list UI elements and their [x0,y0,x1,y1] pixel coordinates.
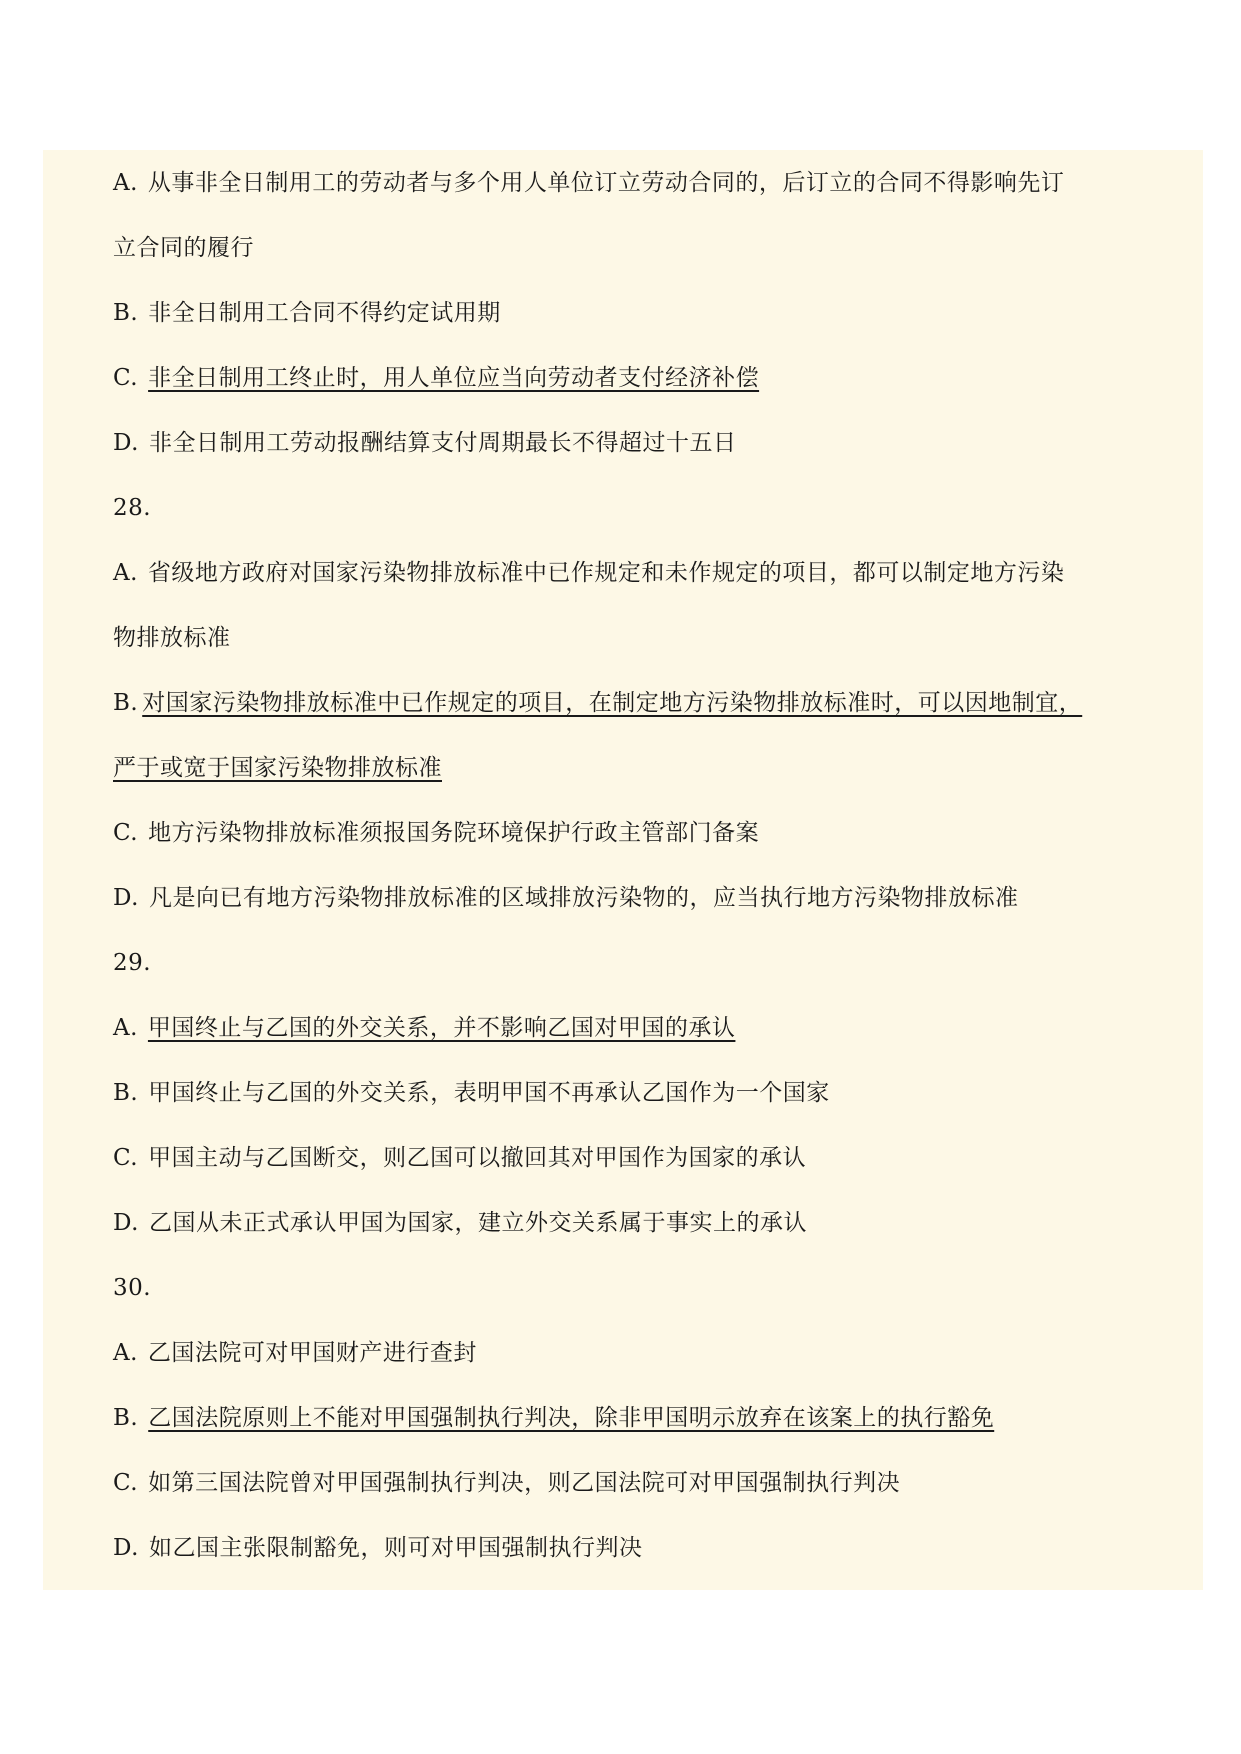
q29-option-d-text: 乙国从未正式承认甲国为国家，建立外交关系属于事实上的承认 [148,1210,807,1236]
option-label-d: D. [113,1210,139,1236]
option-label-c: C. [113,1145,139,1171]
option-label-c: C. [113,365,139,391]
q28-option-c-text: 地方污染物排放标准须报国务院环境保护行政主管部门备案 [148,820,760,846]
q28-option-b-text-correct-cont: 严于或宽于国家污染物排放标准 [113,755,442,781]
q27-option-d [113,429,736,457]
q30-option-b [113,1404,1004,1432]
q28-option-b-line2 [113,754,452,782]
option-label-b: B. [113,690,139,716]
q29-number: 29. [113,950,152,976]
option-label-a: A. [113,560,138,586]
q30-option-a-text: 乙国法院可对甲国财产进行查封 [147,1340,477,1366]
option-label-c: C. [113,1470,139,1496]
q30-option-d [113,1534,642,1562]
q29-option-d [113,1209,807,1237]
option-label-d: D. [113,885,139,911]
q28-option-a-line2: 物排放标准 [113,625,231,651]
option-label-a: A. [113,1015,138,1041]
q29-option-c-text: 甲国主动与乙国断交，则乙国可以撤回其对甲国作为国家的承认 [148,1145,807,1171]
q27-option-c-text-correct: 非全日制用工终止时，用人单位应当向劳动者支付经济补偿 [148,365,760,391]
q27-option-c [113,364,769,392]
q30-option-a [113,1339,477,1367]
q30-option-b-text-correct: 乙国法院原则上不能对甲国强制执行判决，除非甲国明示放弃在该案上的执行豁免 [148,1405,995,1431]
q28-option-d-text: 凡是向已有地方污染物排放标准的区域排放污染物的，应当执行地方污染物排放标准 [148,885,1019,911]
q30-option-c [113,1469,900,1497]
q28-option-a-text: 省级地方政府对国家污染物排放标准中已作规定和未作规定的项目，都可以制定地方污染 [147,560,1065,586]
q30-option-c-text: 如第三国法院曾对甲国强制执行判决，则乙国法院可对甲国强制执行判决 [148,1470,901,1496]
q29-option-a-text-correct: 甲国终止与乙国的外交关系，并不影响乙国对甲国的承认 [147,1015,736,1041]
q29-option-c [113,1144,806,1172]
q28-option-c [113,819,759,847]
q28-number: 28. [113,495,152,521]
option-label-a: A. [113,1340,138,1366]
q29-option-b-text: 甲国终止与乙国的外交关系，表明甲国不再承认乙国作为一个国家 [148,1080,830,1106]
q29-option-a [113,1014,745,1042]
option-label-d: D. [113,1535,139,1561]
option-label-c: C. [113,820,139,846]
option-label-d: D. [113,430,139,456]
q27-option-a-line2: 立合同的履行 [113,235,254,261]
option-label-b: B. [113,1080,139,1106]
q29-option-b [113,1079,830,1107]
q27-option-a-line1 [113,169,1064,197]
q28-option-d [113,884,1018,912]
q27-option-b-text: 非全日制用工合同不得约定试用期 [148,300,501,326]
q27-option-a-text: 从事非全日制用工的劳动者与多个用人单位订立劳动合同的，后订立的合同不得影响先订 [147,170,1065,196]
q30-number: 30. [113,1275,152,1301]
option-label-a: A. [113,170,138,196]
q28-option-b-line1 [113,689,1082,717]
option-label-b: B. [113,1405,139,1431]
q28-option-b-text-correct: 对国家污染物排放标准中已作规定的项目，在制定地方污染物排放标准时，可以因地制宜， [142,690,1083,716]
option-label-b: B. [113,300,139,326]
q27-option-b [113,299,501,327]
q27-option-d-text: 非全日制用工劳动报酬结算支付周期最长不得超过十五日 [148,430,737,456]
q28-option-a-line1 [113,559,1064,587]
q30-option-d-text: 如乙国主张限制豁免，则可对甲国强制执行判决 [148,1535,643,1561]
